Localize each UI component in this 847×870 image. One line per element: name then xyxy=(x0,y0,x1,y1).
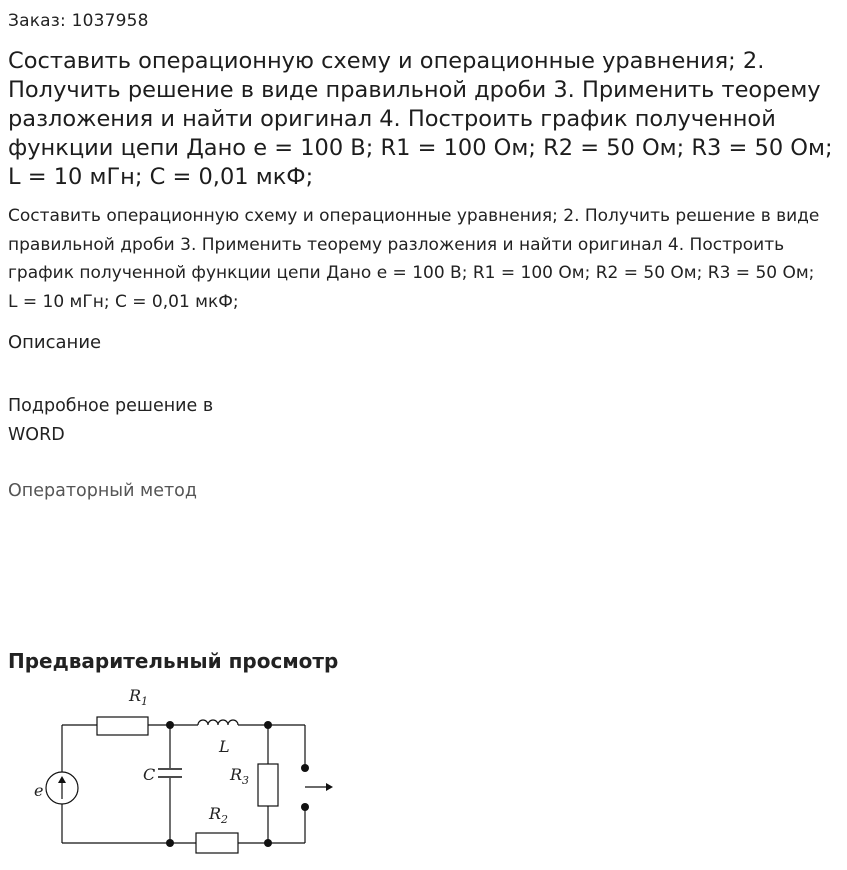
page-title: Составить операционную схему и операционные уравнения; 2. Получить решение в виде правильной дроби 3. Применить теорему разложения и найти оригинал 4. Построить график полученной функции цепи Дано е = 100 В; R1 = 100 Ом; R2 = 50 Ом; R3 = 50 Ом; L = 10 мГн; C = 0,01 мкФ; xyxy=(8,48,833,190)
resistor-r1 xyxy=(97,717,148,735)
description-heading: Описание xyxy=(8,332,102,353)
label-r2: $R_2$ xyxy=(209,804,229,826)
label-e: e xyxy=(34,781,44,800)
resistor-r3 xyxy=(258,764,278,806)
terminal-top xyxy=(301,764,309,772)
preview-heading: Предварительный просмотр xyxy=(8,649,339,673)
inductor-l xyxy=(198,720,238,725)
source-e xyxy=(46,772,78,804)
label-r3: $R_3$ xyxy=(230,765,250,787)
label-l: L xyxy=(219,737,230,756)
junction-bottom-r3 xyxy=(264,839,272,847)
junction-top-r3 xyxy=(264,721,272,729)
method-text: Операторный метод xyxy=(8,481,197,501)
terminal-bottom xyxy=(301,803,309,811)
junction-bottom-c xyxy=(166,839,174,847)
junction-top-c xyxy=(166,721,174,729)
resistor-r2 xyxy=(196,833,238,853)
solution-format-text: Подробное решение в WORD xyxy=(8,396,214,445)
capacitor-c xyxy=(158,769,182,777)
label-c: C xyxy=(143,765,156,784)
order-number: Заказ: 1037958 xyxy=(8,11,149,31)
label-r1: $R_1$ xyxy=(129,686,149,708)
task-description: Составить операционную схему и операционные уравнения; 2. Получить решение в виде правильной дроби 3. Применить теорему разложения и найти оригинал 4. Построить график полученной функции цепи Дано е = 100 В; R1 = 100 Ом; R2 = 50 Ом; R3 = 50 Ом; L = 10 мГн; C = 0,01 мкФ; xyxy=(8,206,820,312)
output-arrow xyxy=(305,783,333,791)
circuit-diagram xyxy=(22,680,342,860)
